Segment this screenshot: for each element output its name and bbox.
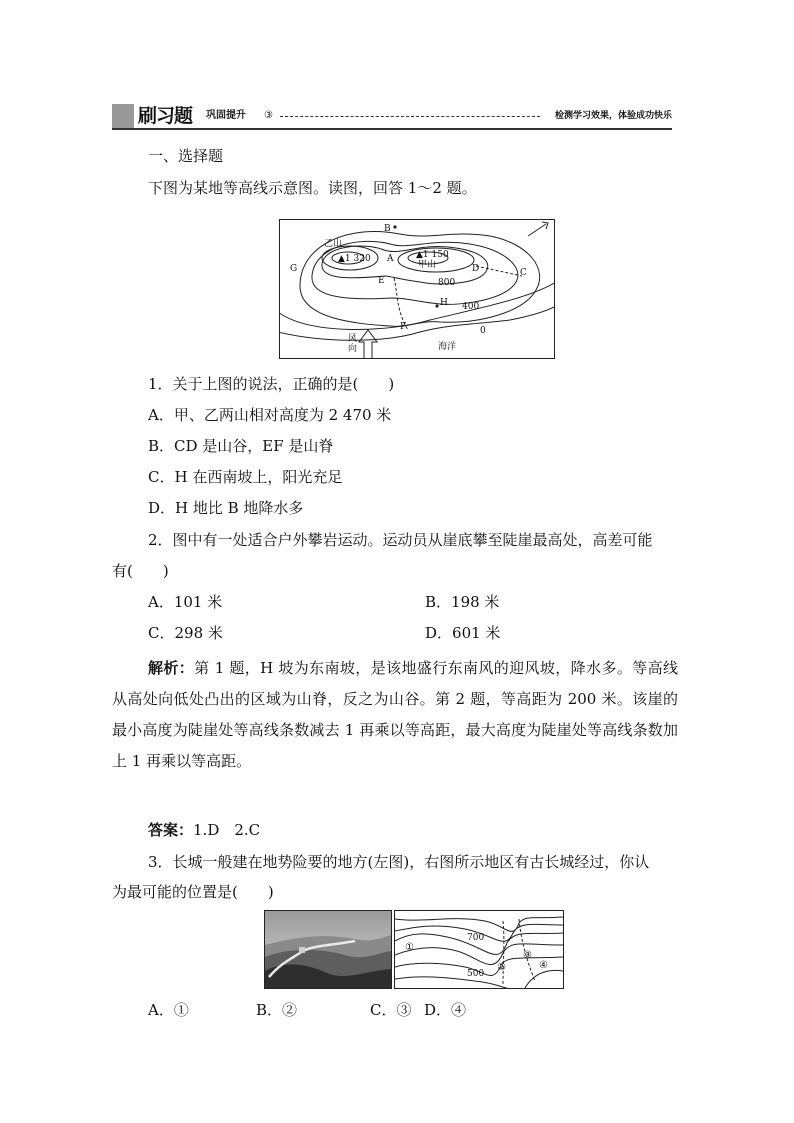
map1-label-jia-shan: 甲山 [418, 260, 437, 270]
map1-label-wind-2: 向 [348, 344, 358, 354]
map2-label-700: 700 [467, 933, 485, 943]
point-h-dot [435, 304, 438, 307]
point-b-dot [393, 225, 396, 228]
q3-option-c: C．③ [370, 1001, 412, 1019]
map1-label-d: D [472, 264, 480, 274]
q3-option-d: D．④ [424, 1001, 467, 1019]
contour-map-1-lines [280, 220, 554, 358]
map1-label-800: 800 [438, 278, 456, 288]
intro-text: 下图为某地等高线示意图。读图，回答 1～2 题。 [148, 179, 477, 197]
map1-label-wind-1: 风 [348, 334, 358, 344]
analysis-text: 第 1 题，H 坡为东南坡，是该地盛行东南风的迎风坡，降水多。等高线从高处向低处凸出的区域为山脊，反之为山谷。第 2 题，等高距为 200 米。该崖的最小高度为陡崖处等高线条数减去 1 再乘以等高距，最大高度为陡崖处等高线条数加上 1 再乘以等高距。 [112, 659, 678, 770]
map1-label-g: G [290, 264, 298, 274]
q3-stem-line2: 为最可能的位置是( ) [112, 883, 274, 901]
map1-label-e: E [378, 276, 385, 286]
q2-option-b: B．198 米 [425, 593, 500, 611]
map2-label-3: ③ [523, 950, 532, 961]
answer-block [148, 820, 260, 840]
header-block [112, 104, 134, 128]
q1-option-a: A．甲、乙两山相对高度为 2 470 米 [148, 406, 392, 424]
map2-label-2: ② [497, 962, 506, 973]
header-subtitle: 巩固提升 [206, 110, 246, 121]
header-underline [112, 128, 672, 130]
map1-label-f: F [400, 322, 407, 332]
map1-label-yi-shan: 乙山 [324, 239, 343, 249]
header-dashed-line [280, 116, 540, 117]
map1-label-a: A [387, 254, 394, 264]
map1-label-elev-jia: ▲1 150 [416, 250, 449, 260]
q3-option-a: A．① [148, 1001, 189, 1019]
map1-label-h: H [440, 298, 448, 308]
q1-stem: 1．关于上图的说法，正确的是( ) [148, 375, 395, 393]
contour-map-2 [394, 910, 564, 989]
q3-option-b: B．② [256, 1001, 298, 1019]
section-header [112, 104, 672, 128]
q2-option-a: A．101 米 [148, 593, 223, 611]
header-right-text: 检测学习效果，体验成功快乐 [554, 111, 672, 121]
header-title: 刷习题 [138, 105, 193, 127]
map1-label-b: B [384, 224, 391, 234]
map2-label-500: 500 [467, 969, 485, 979]
analysis-block [112, 653, 678, 777]
map1-label-400: 400 [462, 302, 480, 312]
q2-option-c: C．298 米 [148, 624, 223, 642]
map1-label-elev-yi: ▲1 320 [338, 254, 371, 264]
q3-stem-line1: 3．长城一般建在地势险要的地方(左图)，右图所示地区有古长城经过，你认 [148, 853, 650, 871]
contour-map-1 [279, 219, 555, 359]
answer-label: 答案： [148, 821, 194, 839]
map2-label-1: ① [405, 942, 414, 953]
map1-label-sea: 海洋 [438, 342, 457, 352]
header-number: ③ [264, 110, 273, 121]
answer-text: 1.D 2.C [193, 821, 261, 839]
q1-option-c: C．H 在西南坡上，阳光充足 [148, 468, 343, 486]
q2-stem-line2: 有( ) [112, 562, 169, 580]
q1-option-b: B．CD 是山谷，EF 是山脊 [148, 437, 334, 455]
analysis-label: 解析： [148, 659, 195, 677]
great-wall-photo [264, 910, 392, 989]
q1-option-d: D．H 地比 B 地降水多 [148, 499, 304, 517]
map1-label-0: 0 [480, 326, 486, 336]
map1-label-c: C [520, 268, 527, 278]
great-wall-photo-art [265, 911, 391, 988]
map2-label-4: ④ [539, 960, 548, 971]
section-title: 一、选择题 [148, 147, 224, 165]
q2-stem-line1: 2．图中有一处适合户外攀岩运动。运动员从崖底攀至陡崖最高处，高差可能 [148, 531, 653, 549]
q2-option-d: D．601 米 [425, 624, 501, 642]
